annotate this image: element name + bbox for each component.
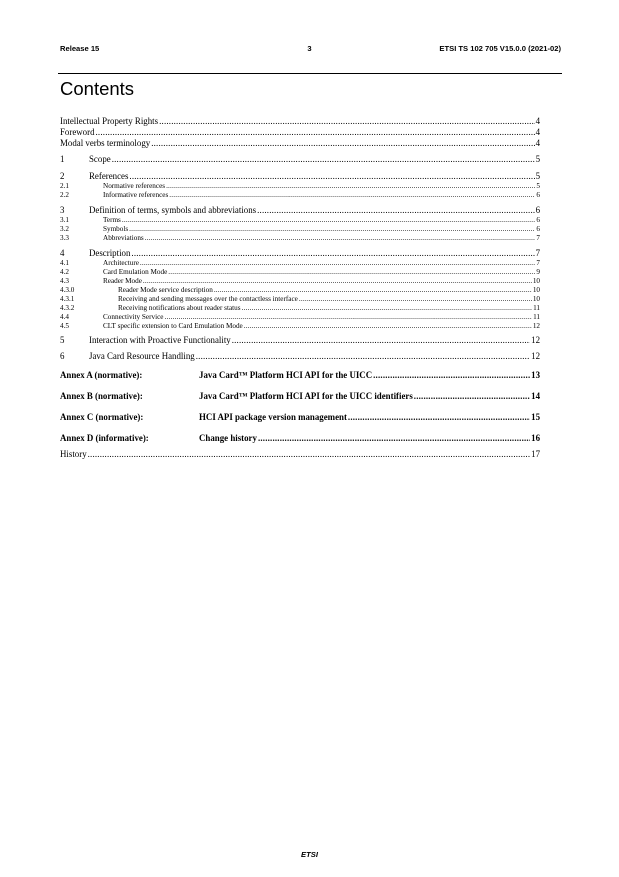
toc-entry[interactable] (60, 191, 540, 200)
toc-entry-number: 5 (60, 335, 65, 345)
toc-entry[interactable] (60, 432, 540, 444)
contents-title: Contents (60, 78, 135, 99)
toc-dot-leader (96, 127, 535, 138)
toc-dot-leader (348, 411, 530, 423)
toc-entry-title: Receiving notifications about reader status (118, 304, 241, 312)
toc-entry-title: Definition of terms, symbols and abbreviations (89, 205, 257, 215)
toc-entry-page: 5 (535, 154, 540, 164)
toc-entry-page: 10 (532, 277, 540, 285)
toc-entry-number: 6 (60, 351, 65, 361)
toc-entry-number: Annex B (normative): (60, 391, 143, 401)
toc-dot-leader (373, 369, 530, 381)
toc-entry-page: 6 (536, 216, 540, 224)
toc-entry-page: 16 (531, 433, 540, 443)
toc-entry-title: Modal verbs terminology (60, 138, 151, 148)
toc-dot-leader (145, 234, 536, 243)
toc-dot-leader (159, 116, 534, 127)
toc-dot-leader (129, 171, 534, 182)
toc-entry-number: 4.3.1 (60, 295, 75, 303)
toc-entry-page: 7 (536, 234, 540, 242)
toc-entry-title: Architecture (103, 259, 139, 267)
toc-dot-leader (232, 335, 530, 346)
header-page-number: 3 (307, 44, 312, 53)
header-document-id: ETSI TS 102 705 V15.0.0 (2021-02) (439, 44, 561, 53)
toc-entry-number: Annex C (normative): (60, 412, 144, 422)
toc-dot-leader (244, 322, 532, 331)
toc-entry[interactable] (60, 205, 540, 216)
header-release: Release 15 (60, 44, 100, 53)
toc-entry-number: 2.2 (60, 191, 69, 199)
toc-entry[interactable] (60, 322, 540, 331)
toc-dot-leader (214, 286, 532, 295)
toc-entry-title: Change history (199, 433, 257, 443)
table-of-contents (60, 116, 540, 460)
toc-entry-number: 4.1 (60, 259, 69, 267)
toc-dot-leader (112, 154, 535, 165)
toc-entry-page: 6 (535, 205, 540, 215)
toc-entry-page: 12 (531, 351, 540, 361)
toc-entry-title: Reader Mode (103, 277, 142, 285)
toc-dot-leader (129, 225, 535, 234)
toc-entry-page: 7 (536, 259, 540, 267)
toc-entry-page: 15 (531, 412, 540, 422)
toc-dot-leader (258, 432, 530, 444)
toc-entry[interactable] (60, 295, 540, 304)
toc-entry[interactable] (60, 248, 540, 259)
toc-entry[interactable] (60, 234, 540, 243)
toc-dot-leader (299, 295, 532, 304)
header-rule (58, 73, 562, 74)
toc-entry-title: CLT specific extension to Card Emulation Mode (103, 322, 243, 330)
toc-entry-title: Description (89, 248, 131, 258)
toc-entry-page: 13 (531, 370, 540, 380)
toc-entry-title: Receiving and sending messages over the contactless interface (118, 295, 298, 303)
toc-entry[interactable] (60, 171, 540, 182)
toc-entry-page: 12 (531, 335, 540, 345)
toc-entry[interactable] (60, 154, 540, 165)
toc-entry[interactable] (60, 286, 540, 295)
toc-entry-title: Card Emulation Mode (103, 268, 168, 276)
toc-entry-page: 6 (536, 191, 540, 199)
toc-entry-number: 4.5 (60, 322, 69, 330)
toc-entry-title: Symbols (103, 225, 129, 233)
toc-entry[interactable] (60, 225, 540, 234)
toc-entry-number: 4.2 (60, 268, 69, 276)
toc-entry-number: 3.2 (60, 225, 69, 233)
toc-entry-number: 4.4 (60, 313, 69, 321)
toc-entry-page: 10 (532, 295, 540, 303)
toc-entry-number: 3.3 (60, 234, 69, 242)
toc-dot-leader (168, 268, 535, 277)
toc-entry-number: 4 (60, 248, 65, 258)
toc-dot-leader (164, 313, 532, 322)
toc-entry-title: Terms (103, 216, 121, 224)
toc-entry-title: Informative references (103, 191, 169, 199)
toc-entry[interactable] (60, 138, 540, 149)
toc-entry-page: 11 (533, 313, 540, 321)
toc-entry-number: 2.1 (60, 182, 69, 190)
toc-entry-title: Scope (89, 154, 111, 164)
toc-entry-title: References (89, 171, 129, 181)
toc-entry[interactable] (60, 449, 540, 460)
toc-entry[interactable] (60, 116, 540, 127)
toc-entry-number: 2 (60, 171, 65, 181)
toc-dot-leader (169, 191, 535, 200)
toc-entry-number: Annex A (normative): (60, 370, 143, 380)
toc-entry-title: Foreword (60, 127, 95, 137)
toc-entry-page: 17 (531, 449, 540, 459)
toc-entry-title: Java Card™ Platform HCI API for the UICC identifiers (199, 391, 413, 401)
toc-entry[interactable] (60, 268, 540, 277)
toc-entry-number: 4.3.0 (60, 286, 75, 294)
toc-entry[interactable] (60, 304, 540, 313)
toc-dot-leader (242, 304, 533, 313)
toc-entry[interactable] (60, 313, 540, 322)
toc-entry[interactable] (60, 259, 540, 268)
toc-dot-leader (122, 216, 536, 225)
toc-entry[interactable] (60, 127, 540, 138)
toc-entry-page: 12 (532, 322, 540, 330)
toc-entry[interactable] (60, 182, 540, 191)
toc-entry[interactable] (60, 351, 540, 362)
toc-entry-page: 14 (531, 391, 540, 401)
toc-entry-page: 5 (536, 182, 540, 190)
toc-entry-title: Intellectual Property Rights (60, 116, 159, 126)
toc-entry[interactable] (60, 277, 540, 286)
toc-entry-title: Interaction with Proactive Functionality (89, 335, 231, 345)
toc-dot-leader (196, 351, 530, 362)
toc-dot-leader (414, 390, 530, 402)
toc-entry-page: 5 (535, 171, 540, 181)
toc-dot-leader (166, 182, 535, 191)
toc-dot-leader (131, 248, 534, 259)
toc-entry[interactable] (60, 390, 540, 402)
toc-dot-leader (140, 259, 535, 268)
toc-entry-page: 9 (536, 268, 540, 276)
toc-entry-title: Normative references (103, 182, 166, 190)
toc-entry-title: Java Card Resource Handling (89, 351, 195, 361)
toc-entry-page: 7 (535, 248, 540, 258)
toc-entry-title: Java Card™ Platform HCI API for the UICC (199, 370, 373, 380)
toc-dot-leader (257, 205, 534, 216)
toc-entry-number: 3.1 (60, 216, 69, 224)
toc-entry-page: 10 (532, 286, 540, 294)
toc-entry-number: 3 (60, 205, 65, 215)
toc-entry[interactable] (60, 411, 540, 423)
toc-entry[interactable] (60, 216, 540, 225)
toc-entry-number: 1 (60, 154, 65, 164)
toc-entry-page: 11 (533, 304, 540, 312)
toc-dot-leader (151, 138, 534, 149)
toc-entry-number: Annex D (informative): (60, 433, 149, 443)
footer-etsi: ETSI (301, 850, 318, 859)
toc-entry[interactable] (60, 369, 540, 381)
toc-entry-page: 4 (535, 127, 540, 137)
toc-entry-page: 4 (535, 138, 540, 148)
toc-entry-number: 4.3.2 (60, 304, 75, 312)
toc-entry-title: Abbreviations (103, 234, 144, 242)
toc-entry-number: 4.3 (60, 277, 69, 285)
toc-entry-title: Reader Mode service description (118, 286, 213, 294)
toc-dot-leader (88, 449, 531, 460)
toc-entry-page: 6 (536, 225, 540, 233)
toc-dot-leader (143, 277, 532, 286)
toc-entry-page: 4 (535, 116, 540, 126)
toc-entry[interactable] (60, 335, 540, 346)
toc-entry-title: History (60, 449, 87, 459)
toc-entry-title: Connectivity Service (103, 313, 164, 321)
toc-entry-title: HCI API package version management (199, 412, 347, 422)
